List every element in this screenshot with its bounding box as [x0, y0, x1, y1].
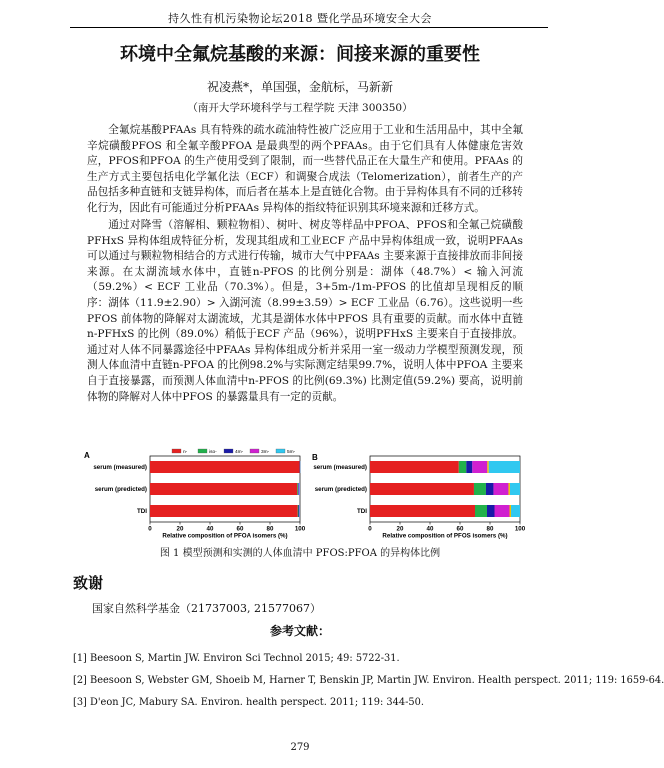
figure-1 [80, 448, 526, 538]
abstract-paragraph-1 [87, 123, 523, 217]
category-label: TDI [357, 508, 367, 515]
bar-segment-35m [493, 483, 508, 495]
bar-segment-n [150, 461, 300, 473]
legend-label: 5m- [287, 450, 296, 455]
bar-segment-1m [487, 461, 489, 473]
legend-label: iso- [209, 450, 217, 455]
legend-swatch [198, 449, 207, 453]
category-label: serum (measured) [93, 464, 147, 471]
bar-segment-1m [508, 483, 510, 495]
x-tick-label: 60 [456, 525, 464, 533]
references-heading: 参考文献： [269, 624, 330, 638]
bar-segment-iso [475, 505, 487, 517]
bar-segment-n [370, 505, 475, 517]
reference-item: [2] Beesoon S, Webster GM, Shoeib M, Harner T, Benskin JP, Martin JW. Environ. Health perspect. 2011; 119: 1659-64. [73, 675, 664, 686]
panel-a-label: A [84, 451, 90, 460]
x-tick-label: 40 [206, 525, 214, 533]
x-tick-label: 40 [426, 525, 434, 533]
author-list: 祝凌燕*，单国强，金航标，马新新 [206, 80, 393, 94]
legend-label: 4m- [235, 450, 244, 455]
page-number: 279 [290, 742, 310, 753]
bar-segment-4m [299, 505, 300, 517]
reference-item: [1] Beesoon S, Martin JW. Environ Sci Technol 2015; 49: 5722-31. [73, 653, 400, 664]
legend-label: 3m- [261, 450, 270, 455]
bar-segment-n [370, 461, 459, 473]
legend-swatch [224, 449, 233, 453]
legend-swatch [250, 449, 259, 453]
paper-title: 环境中全氟烷基酸的来源：间接来源的重要性 [120, 44, 480, 65]
bar-segment-4m [486, 483, 494, 495]
bar-segment-4m [487, 505, 495, 517]
x-tick-label: 100 [294, 525, 306, 533]
x-tick-label: 0 [148, 525, 152, 533]
bar-segment-others [510, 483, 520, 495]
x-tick-label: 20 [176, 525, 184, 533]
reference-item: [3] D'eon JC, Mabury SA. Environ. health perspect. 2011; 119: 344-50. [73, 697, 425, 708]
bar-segment-iso [459, 461, 467, 473]
figure-caption: 图 1 模型预测和实测的人体血清中 PFOS:PFOA 的异构体比例 [159, 548, 441, 559]
x-tick-label: 60 [236, 525, 244, 533]
affiliation: （南开大学环境科学与工程学院 天津 300350） [187, 102, 413, 114]
running-head: 持久性有机污染物论坛2018 暨化学品环境安全大会 [168, 12, 432, 25]
bar-segment-n [370, 483, 474, 495]
paragraph-text: 通过对降雪（溶解相、颗粒物相）、树叶、树皮等样品中PFOA、PFOS和全氟己烷磺酸PFHxS 异构体组成特征分析，发现其组成和工业ECF 产品中异构体组成一致，说明PFAAs 可以通过与颗粒物相结合的方式进行传输，城市大气中PFAAs 主要来源于直接排放而非间接来源。在太湖流域水体中，直链n-PFOS 的比例分别是：湖体（48.7%）< 输入河流（59.2%）< ECF 工业品（70.3%）。但是，3+5m-/1m-PFOS 的比值却呈现相反的顺序：湖体（11.9±2.90）> 入湖河流（8.99±3.59）> ECF 工业品（6.76）。这些说明一些PFOS 前体物的降解对太湖流域，尤其是湖体水体中PFOS 具有重要的贡献。而水体中直链n-PFHxS 的比例（89.0%）稍低于ECF 产品（96%），说明PFHxS 主要来自于直接排放。通过对人体不同暴露途径中PFAAs 异构体组成分析并采用一室一级动力学模型预测发现，预测人体血清中直链n-PFOA 的比例98.2%与实际测定结果99.7%，说明人体中PFOA 主要来自于直接暴露，而预测人体血清中n-PFOS 的比例(69.3%) 比测定值(59.2%) 要高，说明前体物的降解对人体中PFOS 的暴露量具有一定的贡献。 [87, 219, 523, 403]
bar-segment-1m [510, 505, 512, 517]
category-label: TDI [137, 508, 147, 515]
panel-b-label: B [312, 453, 318, 462]
category-label: serum (predicted) [94, 486, 147, 493]
acknowledgement-heading: 致谢 [73, 574, 104, 592]
bar-segment-3m [299, 483, 300, 495]
reference-list [73, 648, 664, 714]
abstract-paragraph-2 [87, 218, 523, 405]
header-rule [70, 27, 548, 28]
bar-segment-5m [299, 483, 300, 495]
bar-segment-35m [495, 505, 510, 517]
legend-label: n- [183, 450, 188, 455]
acknowledgement-text: 国家自然科学基金（21737003, 21577067） [92, 602, 321, 615]
category-label: serum (predicted) [314, 486, 367, 493]
legend-swatch [276, 449, 285, 453]
bar-segment-35m [472, 461, 487, 473]
chart-panel-a [93, 449, 305, 540]
x-tick-label: 20 [396, 525, 404, 533]
bar-segment-others [489, 461, 520, 473]
x-tick-label: 0 [368, 525, 372, 533]
chart-panel-b [313, 456, 525, 540]
x-tick-label: 80 [266, 525, 274, 533]
x-axis-label: Relative composition of PFOS isomers (%) [382, 532, 508, 540]
isomer-composition-chart [80, 448, 526, 538]
bar-segment-4m [466, 461, 472, 473]
bar-segment-iso [298, 505, 299, 517]
bar-segment-n [150, 483, 297, 495]
bar-segment-iso [474, 483, 486, 495]
paragraph-text: 全氟烷基酸PFAAs 具有特殊的疏水疏油特性被广泛应用于工业和生活用品中，其中全氟辛烷磺酸PFOS 和全氟辛酸PFOA 是最典型的两个PFAAs。由于它们具有人体健康危害效应，PFOS和PFOA 的生产使用受到了限制，而一些替代品正在大量生产和使用。PFAAs 的生产方式主要包括电化学氟化法（ECF）和调聚合成法（Telomerization），前者生产的产品包括多种直链和支链异构体，而后者在基本上是直链化合物。由于异构体具有不同的迁移转化行为，因此有可能通过分析PFAAs 异构体的指纹特征识别其环境来源和迁移方式。 [87, 124, 523, 214]
bar-segment-n [150, 505, 298, 517]
x-axis-label: Relative composition of PFOA isomers (%) [162, 532, 288, 540]
bar-segment-4m [298, 483, 299, 495]
x-tick-label: 100 [514, 525, 526, 533]
bar-segment-others [511, 505, 520, 517]
x-tick-label: 80 [486, 525, 494, 533]
legend-swatch [172, 449, 181, 453]
category-label: serum (measured) [313, 464, 367, 471]
bar-segment-iso [297, 483, 298, 495]
